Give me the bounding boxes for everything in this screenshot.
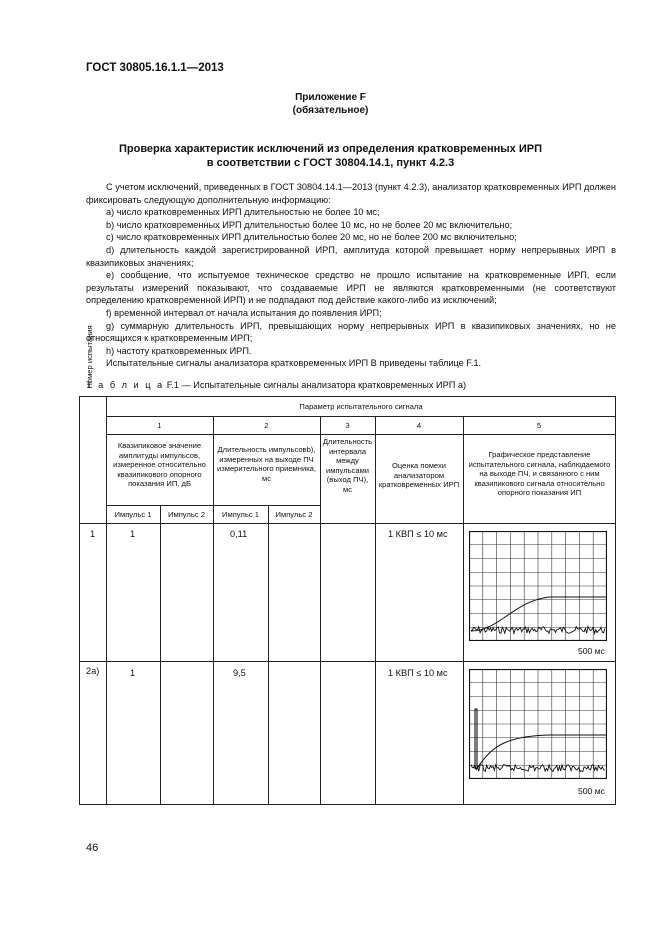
closing-paragraph: Испытательные сигналы анализатора кратковременных ИРП В приведены таблице F.1. (106, 358, 482, 369)
col-num-3: 3 (345, 421, 350, 430)
rule-sub (106, 505, 320, 506)
col-num-5: 5 (536, 421, 542, 430)
vline-col2-sub (268, 505, 269, 805)
table-border-right (615, 396, 616, 805)
row2-impulse (475, 709, 477, 769)
table-border-bottom (79, 804, 616, 805)
row1-num: 1 (90, 529, 96, 539)
section-title-line1: Проверка характеристик исключений из определения кратковременных ИРП (118, 143, 543, 155)
list-item: b) число кратковременных ИРП длительностью более 10 мс, но не более 20 мс включительно; (106, 219, 513, 230)
rule-colnums (106, 434, 616, 435)
row1-grid (469, 531, 607, 641)
col1-header: Квазипиковое значение амплитуды импульсов, измеренное относительно квазипикового опорного показания ИП, дБ (113, 441, 206, 489)
list-item: g) суммарную длительность ИРП, превышающих норму непрерывных ИРП в квазипиковых значениях, но не относящихся к кратковременным ИРП; (86, 320, 616, 344)
caption-text: F.1 — Испытательные сигналы анализатора кратковременных ИРП а) (164, 380, 467, 390)
row2-grid (469, 669, 607, 779)
sub-impulse1-col1: Импульс 1 (114, 510, 152, 519)
row2-eval: 1 КВП ≤ 10 мс (388, 668, 448, 678)
row2-amp1: 1 (130, 668, 136, 678)
row2-dur1: 9,5 (233, 668, 246, 678)
row2-time-label: 500 мс (578, 786, 605, 796)
col3-header: Длительность интервала между импульсами (выход ПЧ), мс (322, 437, 373, 494)
row2-frame (470, 670, 607, 779)
rule-header-end (79, 523, 616, 524)
row1-dur1: 0,11 (230, 529, 248, 539)
vline-col2 (320, 416, 321, 805)
appendix-title: Приложение F (295, 92, 366, 103)
list-item: a) число кратковременных ИРП длительностью не более 10 мс; (106, 207, 380, 218)
vline-col1-sub (160, 505, 161, 805)
rule-param (106, 416, 616, 417)
param-header: Параметр испытательного сигнала (299, 402, 423, 411)
vline-col4 (463, 416, 464, 805)
table-border-left (79, 396, 80, 805)
col-num-4: 4 (416, 421, 422, 430)
row2-oscillogram (469, 669, 607, 779)
row2-qp-curve (477, 735, 606, 769)
appendix-status: (обязательное) (292, 105, 369, 116)
row2-num: 2а) (86, 666, 100, 676)
list-item: c) число кратковременных ИРП длительностью более 20 мс, но не более 200 мс включительно; (106, 232, 517, 243)
section-title-line2: в соответствии с ГОСТ 30804.14.1, пункт 4.2.3 (206, 157, 455, 169)
intro-paragraph: С учетом исключений, приведенных в ГОСТ 30804.14.1—2013 (пункт 4.2.3), анализатор кратковременных ИРП должен фиксировать следующую дополнительную информацию: (86, 182, 616, 205)
list-item: h) частоту кратковременных ИРП. (106, 345, 252, 356)
vline-testnum (106, 396, 107, 805)
row1-noise (471, 627, 605, 634)
doc-header: ГОСТ 30805.16.1.1—2013 (86, 62, 224, 74)
col5-header: Графическое представление испытательного сигнала, наблюдаемого на выходе ПЧ, и связанного с ним квазипикового сигнала относительно опорного показания ИП (468, 450, 611, 498)
row1-oscillogram (469, 531, 607, 641)
list-item: d) длительность каждой зарегистрированной ИРП, амплитуда которой превышает норму непрерывных ИРП в квазипиковых значениях; (86, 244, 616, 268)
row1-time-label: 500 мс (578, 646, 605, 656)
list-item: f) временной интервал от начала испытания до появления ИРП; (106, 307, 382, 318)
col-test-number-header: Номер испытания (85, 325, 94, 389)
vline-col3 (375, 416, 376, 805)
vline-col1 (213, 416, 214, 805)
list-item: e) сообщение, что испытуемое техническое средство не прошло испытание на кратковременные ИРП, если результаты измерений показывают, что создаваемые ИРП не являются кратковременными (не соответствуют определению кратковременной ИРП) и не подпадают под действие какого-либо из исключений; (86, 270, 616, 306)
row1-frame (470, 532, 607, 641)
row2-noise (471, 765, 605, 772)
section-title (60, 142, 601, 170)
body-text (86, 181, 616, 370)
col4-header: Оценка помехи анализатором кратковременных ИРП (378, 461, 460, 490)
caption-label: Т а б л и ц а (86, 380, 165, 390)
table-caption (86, 380, 466, 390)
row1-eval: 1 КВП ≤ 10 мс (388, 529, 448, 539)
sub-impulse2-col2: Импульс 2 (275, 510, 313, 519)
sub-impulse1-col2: Импульс 1 (222, 510, 259, 519)
rule-row1-end (79, 661, 616, 662)
row1-qp-curve (471, 597, 606, 631)
page-number: 46 (86, 842, 99, 854)
col-num-2: 2 (264, 421, 269, 430)
col-num-1: 1 (157, 421, 162, 430)
sub-impulse2-col1: Импульс 2 (168, 510, 205, 519)
row1-amp1: 1 (130, 529, 136, 539)
col2-header: Длительность импульсовb), измеренных на выходе ПЧ измерительного приемника, мс (217, 445, 317, 483)
table-border-top (79, 396, 616, 397)
